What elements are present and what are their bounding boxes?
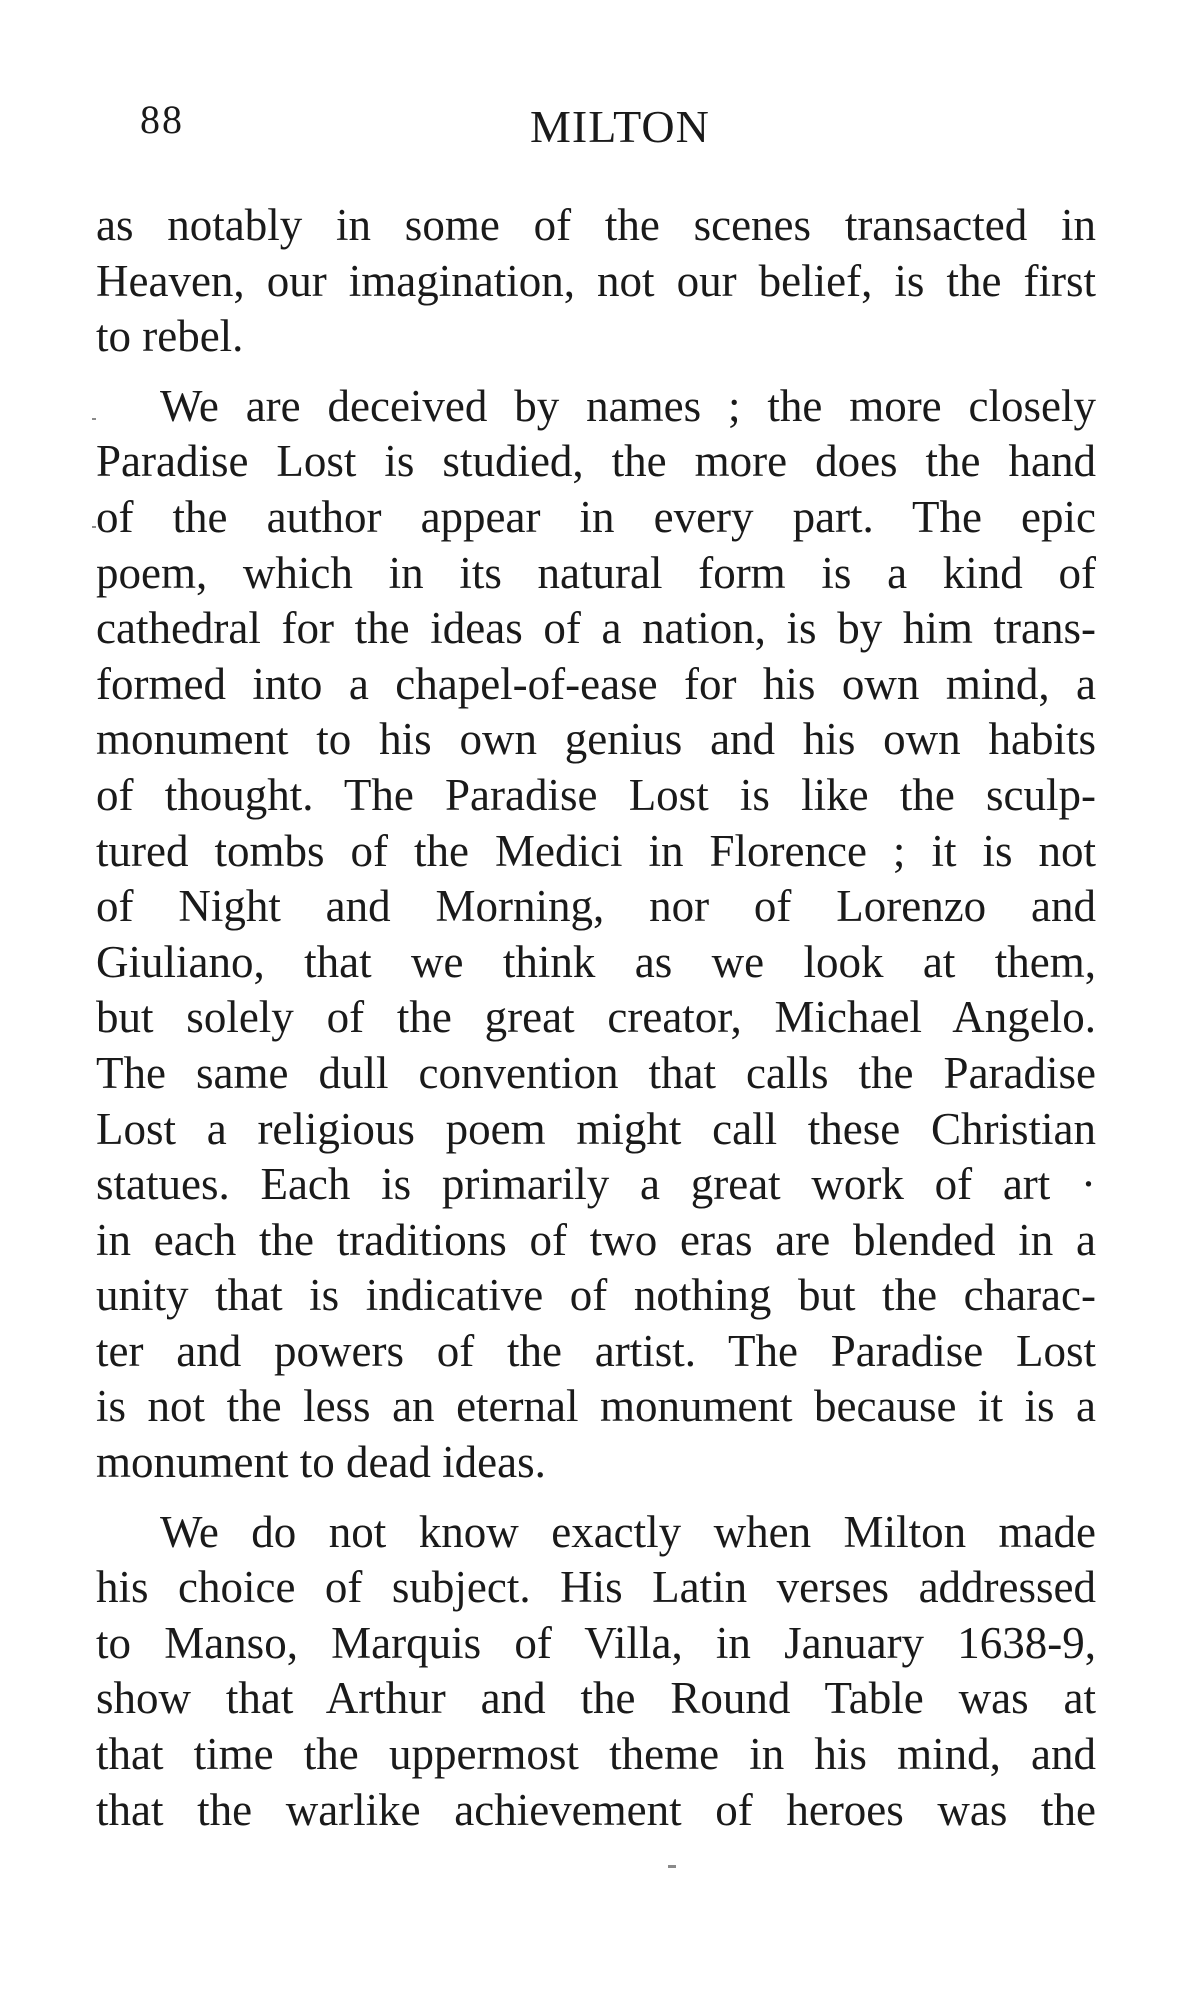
text-line: Heaven, our imagination, not our belief, is the first — [96, 255, 1096, 306]
text-line: that time the uppermost theme in his mind, and — [96, 1729, 1096, 1780]
text-line: as notably in some of the scenes transacted in — [96, 200, 1096, 250]
text-line: poem, which in its natural form is a kind of — [96, 547, 1096, 598]
text-line: tured tombs of the Medici in Florence ; it is not — [96, 825, 1096, 876]
page-header — [140, 96, 1100, 166]
body-text — [96, 198, 1096, 1838]
text-line: We are deceived by names ; the more closely — [160, 380, 1096, 431]
text-line: of the author appear in every part. The epic — [96, 491, 1096, 542]
text-line: monument to dead ideas. — [96, 1437, 546, 1488]
text-line: his choice of subject. His Latin verses addressed — [96, 1562, 1096, 1613]
text-line: ter and powers of the artist. The Paradise Lost — [96, 1325, 1096, 1376]
text-line: The same dull convention that calls the Paradise — [96, 1047, 1096, 1098]
text-line: to Manso, Marquis of Villa, in January 1638-9, — [96, 1617, 1096, 1668]
running-title: MILTON — [530, 101, 710, 152]
scan-speck — [92, 526, 96, 528]
text-line: of thought. The Paradise Lost is like the sculp- — [96, 769, 1096, 820]
text-line: statues. Each is primarily a great work of art · — [96, 1159, 1096, 1210]
text-line: Paradise Lost is studied, the more does the hand — [96, 436, 1096, 487]
scan-speck — [92, 418, 96, 420]
text-line: We do not know exactly when Milton made — [160, 1506, 1096, 1557]
text-line: to rebel. — [96, 311, 244, 362]
page-number: 88 — [140, 97, 184, 142]
text-line: unity that is indicative of nothing but the charac- — [96, 1270, 1096, 1321]
text-line: cathedral for the ideas of a nation, is by him trans- — [96, 603, 1096, 654]
text-line: but solely of the great creator, Michael Angelo. — [96, 992, 1096, 1043]
text-line: is not the less an eternal monument because it is a — [96, 1381, 1096, 1432]
text-line: show that Arthur and the Round Table was at — [96, 1673, 1096, 1724]
text-line: that the warlike achievement of heroes was the — [96, 1784, 1096, 1835]
text-line: formed into a chapel-of-ease for his own mind, a — [96, 658, 1096, 709]
text-line: in each the traditions of two eras are blended in a — [96, 1214, 1096, 1265]
text-line: Giuliano, that we think as we look at them, — [96, 936, 1096, 987]
text-line: monument to his own genius and his own habits — [96, 714, 1096, 765]
text-line: of Night and Morning, nor of Lorenzo and — [96, 881, 1096, 932]
scan-speck — [668, 1865, 676, 1868]
text-line: Lost a religious poem might call these Christian — [96, 1103, 1096, 1154]
